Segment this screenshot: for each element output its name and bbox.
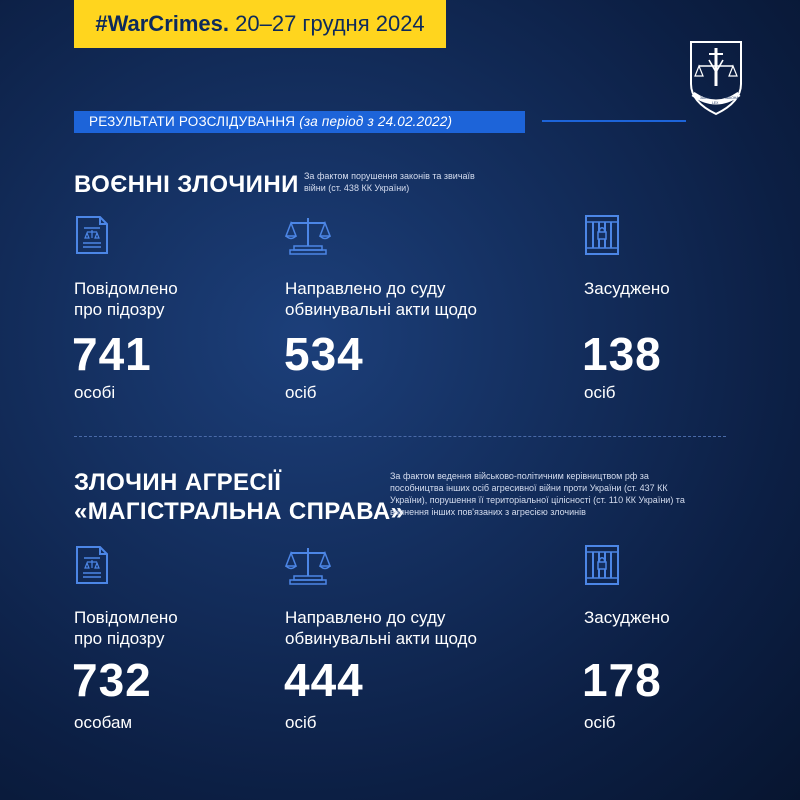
title-banner xyxy=(74,0,446,48)
stat-unit: осіб xyxy=(285,383,317,402)
stat-label-line2: обвинувальні акти щодо xyxy=(285,629,477,648)
stat-label xyxy=(285,278,477,320)
stat-unit: осіб xyxy=(285,713,317,732)
section-note-war-crimes: За фактом порушення законів та звичаїв війни (ст. 438 КК України) xyxy=(304,171,475,193)
stat-label xyxy=(74,278,178,320)
prison-bars-icon xyxy=(584,544,620,586)
prison-bars-icon xyxy=(584,214,620,256)
stat-value-suspicions: 732 xyxy=(72,654,152,706)
results-divider-line xyxy=(542,120,686,122)
emblem-motto-right: ЗАКОНА xyxy=(725,96,739,100)
stat-label-line1: Направлено до суду xyxy=(285,608,446,627)
emblem-motto-center: LEX xyxy=(712,101,719,105)
stat-label-line1: Направлено до суду xyxy=(285,279,446,298)
stat-label-line1: Повідомлено xyxy=(74,279,178,298)
stat-label-line1: Засуджено xyxy=(584,279,670,298)
hashtag: #WarCrimes. xyxy=(95,11,230,36)
section-title-line1: ЗЛОЧИН АГРЕСІЇ xyxy=(74,469,282,496)
stat-value-suspicions: 741 xyxy=(72,328,152,380)
results-label: РЕЗУЛЬТАТИ РОЗСЛІДУВАННЯ xyxy=(89,114,296,129)
document-icon xyxy=(74,544,110,586)
stat-label xyxy=(584,607,670,628)
section-title-aggression xyxy=(74,468,404,526)
section-divider xyxy=(74,436,726,437)
stat-label-line2: про підозру xyxy=(74,629,165,648)
stat-unit: осіб xyxy=(584,383,616,402)
stat-unit: особам xyxy=(74,713,133,732)
section-note-aggression: За фактом ведення військово-політичним керівництвом рф за пособництва інших осіб агресивної війни проти України (ст. 437 КК України), порушення її територіальної цілісності (ст. 110 КК України) та вчинення інших пов'язаних з агресією злочинів xyxy=(390,471,685,517)
results-period: (за період з 24.02.2022) xyxy=(299,114,453,129)
section-title-line2: «МАГІСТРАЛЬНА СПРАВА» xyxy=(74,498,405,525)
date-range: 20–27 грудня 2024 xyxy=(235,11,425,36)
stat-value-indictments: 534 xyxy=(284,328,364,380)
stat-label-line2: обвинувальні акти щодо xyxy=(285,300,477,319)
document-icon xyxy=(74,214,110,256)
stat-label-line2: про підозру xyxy=(74,300,165,319)
stat-value-convicted: 178 xyxy=(582,654,662,706)
stat-value-convicted: 138 xyxy=(582,328,662,380)
scales-icon xyxy=(285,544,331,586)
stat-label-line1: Засуджено xyxy=(584,608,670,627)
stat-label xyxy=(74,607,178,649)
scales-icon xyxy=(285,214,331,256)
section-title-war-crimes: ВОЄННІ ЗЛОЧИНИ xyxy=(74,171,299,198)
stat-unit: осіб xyxy=(584,713,616,732)
stat-label xyxy=(584,278,670,299)
stat-label-line1: Повідомлено xyxy=(74,608,178,627)
stat-label xyxy=(285,607,477,649)
stat-unit: особі xyxy=(74,383,116,402)
emblem-motto-left: ЗАКОН xyxy=(700,96,712,100)
stat-value-indictments: 444 xyxy=(284,654,364,706)
prosecutor-emblem-logo xyxy=(685,38,747,118)
results-bar xyxy=(74,111,525,133)
